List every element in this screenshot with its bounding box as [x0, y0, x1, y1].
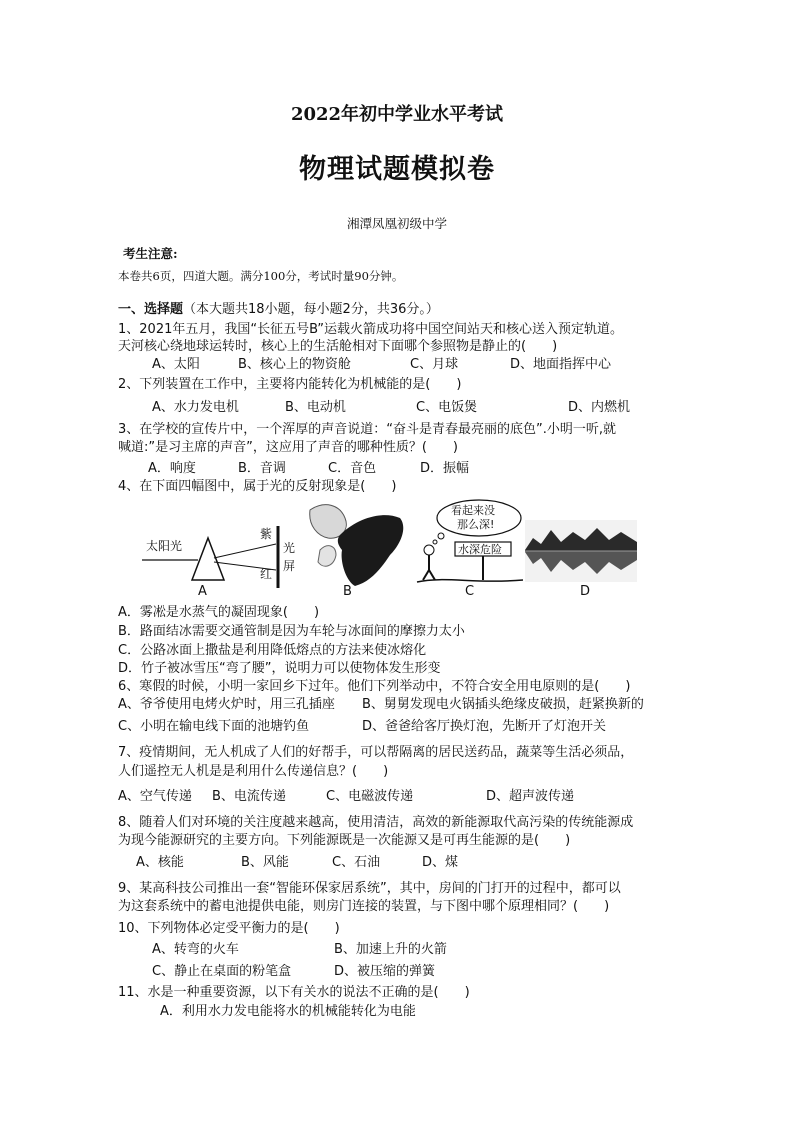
q5-option-d: D．竹子被冰雪压“弯了腰”，说明力可以使物体发生形变	[118, 661, 441, 676]
school-name: 湘潭凤凰初级中学	[346, 216, 447, 231]
section-title: 一、选择题	[118, 302, 184, 317]
q9-line2: 为这套系统中的蓄电池提供电能，则房门连接的装置，与下图中哪个原理相同？( )	[118, 899, 610, 914]
person-leg-2	[429, 570, 435, 580]
hand-shape	[310, 505, 347, 539]
q3-line1: 3、在学校的宣传片中，一个浑厚的声音说道：“奋斗是青春最亮丽的底色”.小明一听,就	[118, 422, 617, 437]
bubble-dot-1	[438, 533, 444, 539]
prism-shape	[192, 538, 224, 580]
q7-option-d: D、超声波传递	[486, 789, 575, 804]
ground-line	[417, 580, 523, 582]
figure-a-prism	[140, 522, 300, 592]
fig-c-bubble-text-2: 那么深!	[457, 518, 495, 531]
q8-option-d: D、煤	[422, 855, 459, 870]
hand-lower-shape	[318, 546, 336, 567]
q2-option-b: B、电动机	[285, 400, 346, 415]
q7-option-c: C、电磁波传递	[326, 789, 414, 804]
q1-line1: 1、2021年五月，我国“长征五号B”运载火箭成功将中国空间站天和核心送入预定轨道。	[118, 322, 624, 337]
shadow-shape	[338, 515, 403, 586]
q7-option-a: A、空气传递	[118, 789, 192, 804]
fig-c-bubble-text-1: 看起来没	[451, 504, 495, 517]
figure-c-water-depth	[415, 496, 525, 584]
person-leg-1	[423, 570, 429, 580]
exam-title: 2022年初中学业水平考试	[290, 104, 504, 125]
q10-option-d: D、被压缩的弹簧	[334, 964, 436, 979]
q6-option-c: C、小明在输电线下面的池塘钓鱼	[118, 719, 310, 734]
q8-option-a: A、核能	[136, 855, 184, 870]
q3-option-d: D．振幅	[420, 461, 470, 476]
fig-label-d: D	[580, 584, 591, 599]
q8-option-b: B、风能	[241, 855, 289, 870]
q6-option-a: A、爷爷使用电烤火炉时，用三孔插座	[118, 697, 335, 712]
q7-line2: 人们遥控无人机是是利用什么传递信息？( )	[118, 764, 389, 779]
q10-option-b: B、加速上升的火箭	[334, 942, 447, 957]
q3-option-c: C．音色	[328, 461, 377, 476]
q1-option-d: D、地面指挥中心	[510, 357, 612, 372]
paper-title: 物理试题模拟卷	[299, 154, 495, 185]
violet-ray	[214, 544, 276, 558]
notice-text: 本卷共6页，四道大题。满分100分，考试时量90分钟。	[118, 269, 404, 283]
fig-a-violet-label: 紫	[260, 527, 273, 541]
q11-option-a: A．利用水力发电能将水的机械能转化为电能	[160, 1004, 416, 1019]
bubble-dot-2	[433, 540, 437, 544]
figure-d-reflection	[525, 520, 637, 582]
fig-a-red-label: 红	[260, 567, 273, 581]
fig-a-screen-label-2: 屏	[283, 559, 296, 573]
q5-option-b: B．路面结冰需要交通管制是因为车轮与冰面间的摩擦力太小	[118, 624, 465, 639]
q8-option-c: C、石油	[332, 855, 381, 870]
q6-option-b: B、舅舅发现电火锅插头绝缘皮破损，赶紧换新的	[362, 697, 644, 712]
q1-option-a: A、太阳	[152, 357, 200, 372]
q5-option-a: A．雾凇是水蒸气的凝固现象( )	[118, 605, 320, 620]
q1-option-c: C、月球	[410, 357, 459, 372]
section-heading	[118, 298, 439, 317]
q6-option-d: D、爸爸给客厅换灯泡，先断开了灯泡开关	[362, 719, 607, 734]
q4-stem: 4、在下面四幅图中，属于光的反射现象是( )	[118, 479, 397, 494]
q3-line2: 喊道:”是习主席的声音”，这应用了声音的哪种性质？( )	[118, 440, 458, 455]
q3-option-b: B．音调	[238, 461, 286, 476]
fig-label-b: B	[343, 584, 352, 599]
q10-option-c: C、静止在桌面的粉笔盒	[152, 964, 292, 979]
q1-option-b: B、核心上的物资舱	[238, 357, 351, 372]
q2-stem: 2、下列装置在工作中，主要将内能转化为机械能的是( )	[118, 377, 462, 392]
fig-a-screen-label-1: 光	[283, 541, 296, 555]
q9-line1: 9、某高科技公司推出一套“智能环保家居系统”，其中，房间的门打开的过程中，都可以	[118, 881, 621, 896]
q3-option-a: A．响度	[148, 461, 196, 476]
fig-label-a: A	[198, 584, 207, 599]
q6-stem: 6、寒假的时候，小明一家回乡下过年。他们下列举动中，不符合安全用电原则的是( )	[118, 679, 631, 694]
fig-a-sunlight-label: 太阳光	[146, 539, 183, 553]
q10-stem: 10、下列物体必定受平衡力的是( )	[118, 921, 340, 936]
q8-line2: 为现今能源研究的主要方向。下列能源既是一次能源又是可再生能源的是( )	[118, 833, 571, 848]
person-head	[424, 545, 434, 555]
notice-heading: 考生注意:	[123, 246, 178, 261]
q7-option-b: B、电流传递	[212, 789, 286, 804]
fig-c-sign-text: 水深危险	[458, 543, 502, 556]
q5-option-c: C．公路冰面上撒盐是利用降低熔点的方法来使冰熔化	[118, 643, 427, 658]
fig-label-c: C	[465, 584, 475, 599]
figure-b-hand-shadow	[300, 500, 410, 590]
q10-option-a: A、转弯的火车	[152, 942, 239, 957]
q2-option-d: D、内燃机	[568, 400, 631, 415]
q8-line1: 8、随着人们对环境的关注度越来越高，使用清洁，高效的新能源取代高污染的传统能源成	[118, 815, 634, 830]
q1-line2: 天河核心绕地球运转时，核心上的生活舱相对下面哪个参照物是静止的( )	[118, 339, 558, 354]
q2-option-c: C、电饭煲	[416, 400, 478, 415]
q2-option-a: A、水力发电机	[152, 400, 239, 415]
section-note: （本大题共18小题，每小题2分，共36分。）	[183, 302, 439, 317]
q7-line1: 7、疫情期间，无人机成了人们的好帮手，可以帮隔离的居民送药品，蔬菜等生活必须品，	[118, 745, 634, 760]
q11-stem: 11、水是一种重要资源，以下有关水的说法不正确的是( )	[118, 985, 470, 1000]
